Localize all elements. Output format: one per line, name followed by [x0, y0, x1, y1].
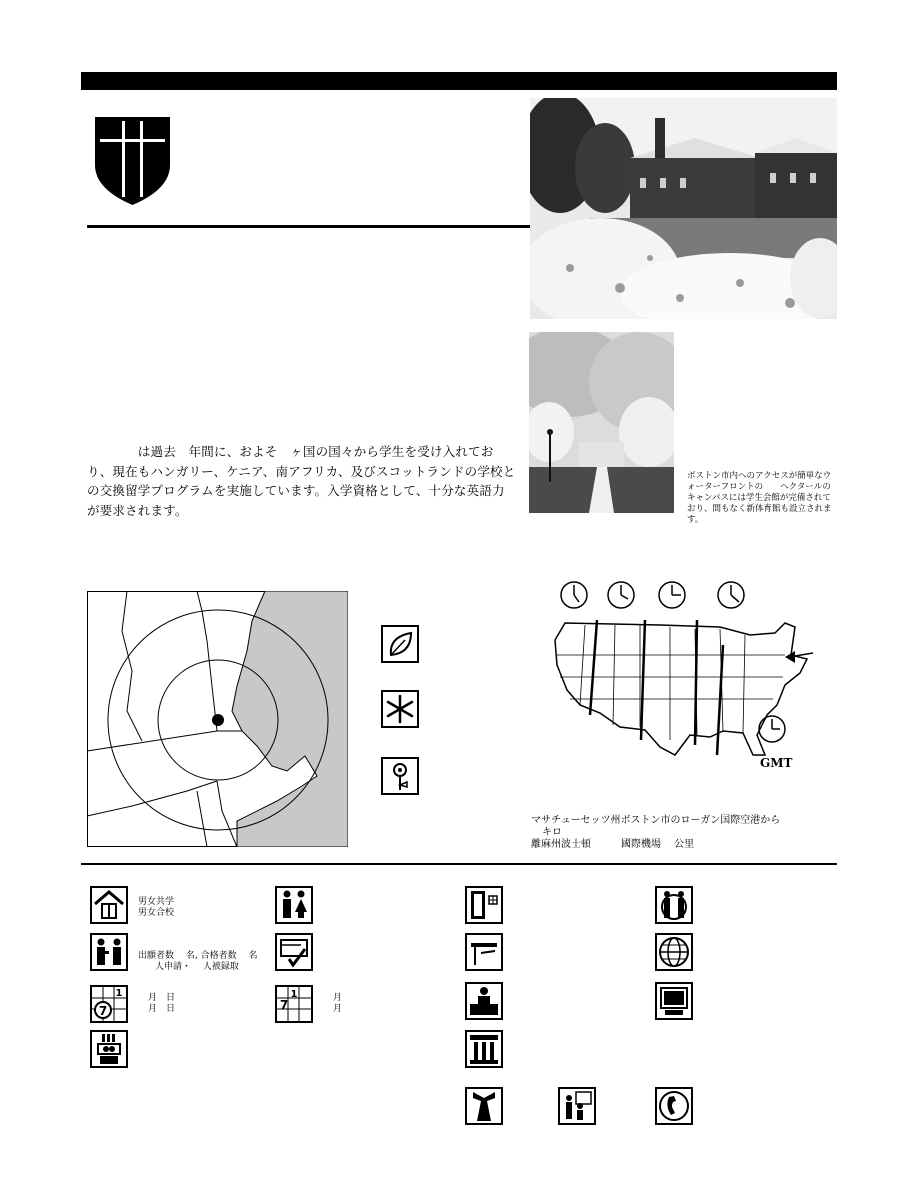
gmt-label: GMT [760, 756, 793, 770]
dormitory-door-icon [465, 886, 503, 924]
date-b-text-2: 月 [333, 1004, 343, 1014]
admission-check-icon [275, 933, 313, 971]
time-zone-clocks [555, 580, 755, 614]
globe-icon [655, 933, 693, 971]
svg-text:1: 1 [115, 988, 123, 999]
regional-map [87, 591, 348, 847]
writing-desk-icon [465, 933, 503, 971]
snowflake-icon [381, 690, 419, 728]
applicants-text-1: 出願者数 名, 合格者数 名 [138, 951, 258, 961]
map-caption-line1: マサチューセッツ州ボストン市のローガン国際空港から [531, 815, 781, 826]
school-shield-logo [95, 117, 170, 205]
campus-path-photo [529, 332, 674, 513]
dress-code-tie-icon [465, 1087, 503, 1125]
museum-column-icon [465, 1030, 503, 1068]
international-students-icon [655, 886, 693, 924]
date-a-text-2: 月 日 [148, 1004, 176, 1014]
map-caption-line2: キロ [542, 827, 562, 838]
svg-text:7: 7 [279, 998, 289, 1012]
campus-photo [530, 98, 837, 319]
svg-text:1: 1 [290, 989, 298, 1000]
date-a-text-1: 月 日 [148, 993, 176, 1003]
tutoring-icon [558, 1087, 596, 1125]
svg-text:7: 7 [98, 1004, 108, 1018]
intro-paragraph: は過去 年間に、およそ ヶ国の国々から学生を受け入れており、現在もハンガリー、ケニア、南アフリカ、及びスコットランドの学校との交換留学プログラムを実施しています。入学資格として、十分な英語力が要求されます。 [87, 444, 516, 518]
telephone-icon [655, 1087, 693, 1125]
video-viewing-icon [90, 1030, 128, 1068]
applicants-text-2: 人申請・ 人被録取 [155, 962, 239, 972]
calendar-deadline-icon [90, 985, 128, 1023]
photo-caption: ボストン市内へのアクセスが簡単なウォーターフロントの ヘクタールのキャンパスには学生会館が完備されており、間もなく新体育館も設立されます。 [687, 471, 832, 525]
coed-house-icon [90, 886, 128, 924]
header-bar [81, 72, 837, 90]
coed-text-2: 男女合校 [138, 908, 175, 918]
autumn-leaf-icon [381, 625, 419, 663]
title-underline [87, 225, 530, 228]
coed-text-1: 男女共学 [138, 897, 175, 907]
computer-icon [655, 982, 693, 1020]
date-b-text-1: 月 [333, 993, 343, 1003]
spring-flower-icon [381, 757, 419, 795]
gmt-clock-icon [757, 714, 787, 744]
applicants-people-icon [90, 933, 128, 971]
male-female-icon [275, 886, 313, 924]
section-divider [81, 863, 837, 865]
map-caption-line3: 離麻州波士頓 國際機場 公里 [531, 839, 695, 850]
calendar-start-icon [275, 985, 313, 1023]
classroom-teacher-icon [465, 982, 503, 1020]
